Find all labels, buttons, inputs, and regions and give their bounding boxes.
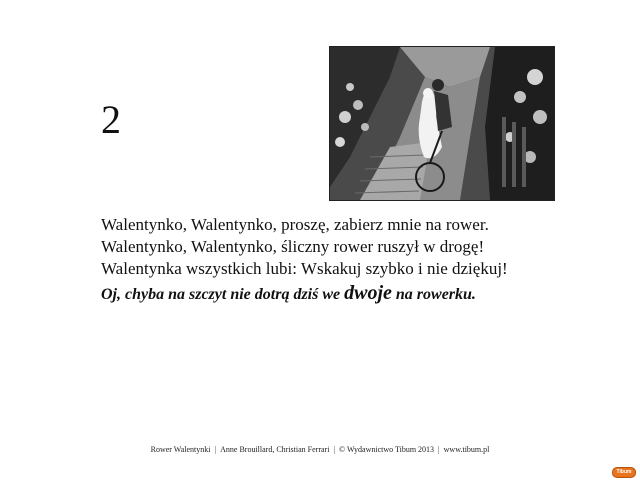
poem-line-1: Walentynko, Walentynko, proszę, zabierz mnie na rower. <box>101 215 489 234</box>
poem-line-2: Walentynko, Walentynko, śliczny rower ruszył w drogę! <box>101 237 485 256</box>
poem-line-3: Walentynka wszystkich lubi: Wskakuj szybko i nie dziękuj! <box>101 259 508 278</box>
poem-text <box>101 214 561 306</box>
footer-separator: | <box>214 445 217 454</box>
poem-line-4-end: na rowerku. <box>391 286 476 303</box>
footer-title: Rower Walentynki <box>150 445 211 454</box>
poem-line-4-emphasis: dwoje <box>344 282 392 304</box>
page-footer <box>0 445 640 455</box>
footer-copyright: © Wydawnictwo Tibum 2013 <box>339 445 435 454</box>
illustration-bike-ride-icon <box>330 47 554 200</box>
tibum-logo[interactable]: Tibum <box>612 467 636 478</box>
illustration-image <box>329 46 555 201</box>
poem-line-4-start: Oj, chyba na szczyt nie dotrą dziś we <box>101 286 345 303</box>
poem-line-4 <box>101 282 561 306</box>
footer-separator: | <box>333 445 336 454</box>
footer-authors: Anne Brouillard, Christian Ferrari <box>220 445 330 454</box>
footer-separator: | <box>438 445 440 454</box>
footer-website[interactable]: www.tibum.pl <box>443 445 490 454</box>
page-number: 2 <box>101 97 121 142</box>
